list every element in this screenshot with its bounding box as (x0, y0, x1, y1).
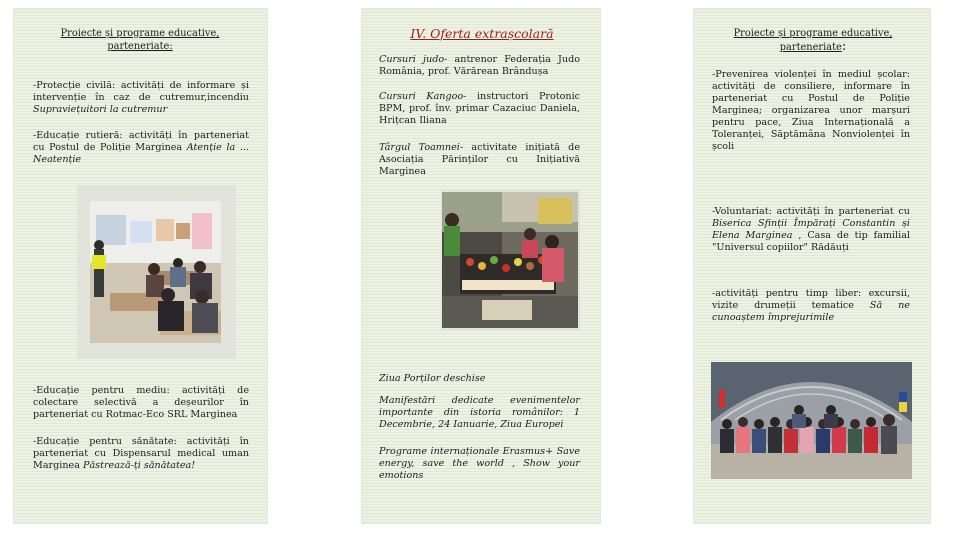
road-safety-item: -Educație rutieră: activități în parteneriat cu Postul de Poliție Marginea Atenție la ... Neatenție (33, 130, 249, 165)
autumn-fair-photo (442, 192, 578, 328)
environment-education-item: -Educație pentru mediu: activități de colectare selectivă a deșeurilor în parteneriat cu Rotmac-Eco SRL Marginea (33, 385, 249, 420)
panel1-title: Proiecte și programe educative, parteneriate: (60, 28, 220, 52)
kangoo-item: Cursuri Kangoo- instructori Protonic BPM, prof. înv. primar Cazaciuc Daniela, Hrițcan Iliana (379, 91, 581, 126)
volunteering-item: -Voluntariat: activități în parteneriat cu Biserica Sfinții Împărați Constantin și Elena Marginea , Casa de tip familial "Universul copiilor" Rădăuți (712, 206, 910, 253)
left-panel (13, 8, 268, 524)
group-photo-image (711, 362, 912, 479)
classroom-photo-image (90, 201, 221, 343)
erasmus-item: Programe internaționale Erasmus+ Save energy, save the world , Show your emotions (379, 446, 580, 481)
autumn-fair-item: Târgul Toamnei- activitate inițiată de Asociația Părinților cu Inițiativă Marginea (379, 142, 580, 177)
group-photo (711, 362, 912, 479)
civil-protection-item: -Protecție civilă: activități de informare și intervenție în caz de cutremur,incendiu Supraviețuitori la cutremur (33, 80, 249, 115)
panel3-title: Proiecte și programe educative, parteneriate: (733, 28, 893, 54)
autumn-fair-photo-image (442, 192, 578, 328)
judo-item: Cursuri judo- antrenor Federația Judo România, prof. Vărărean Brândușa (379, 54, 581, 77)
historic-events-item: Manifestări dedicate evenimentelor importante din istoria românilor: 1 Decembrie, 24 Ianuarie, Ziua Europei (379, 395, 580, 430)
health-education-item: -Educație pentru sănătate: activități în parteneriat cu Dispensarul medical uman Marginea Păstrează-ți sănătatea! (33, 436, 249, 471)
middle-panel (361, 8, 601, 524)
extracurricular-title: IV. Oferta extrașcolară (410, 26, 554, 41)
violence-prevention-item: -Prevenirea violenței în mediul școlar: activități de consiliere, informare în parteneriat cu Postul de Poliție Marginea; organizarea unor marșuri pentru pace, Ziua Internațională a Toleranței, Săptămâna Nonviolenței în școli (712, 69, 910, 152)
right-panel (693, 8, 931, 524)
leisure-item: -activități pentru timp liber: excursii, vizite drumeții tematice Să ne cunoaștem împrejurimile (712, 288, 910, 323)
classroom-photo (90, 201, 221, 343)
open-doors-item: Ziua Porților deschise (379, 373, 486, 384)
